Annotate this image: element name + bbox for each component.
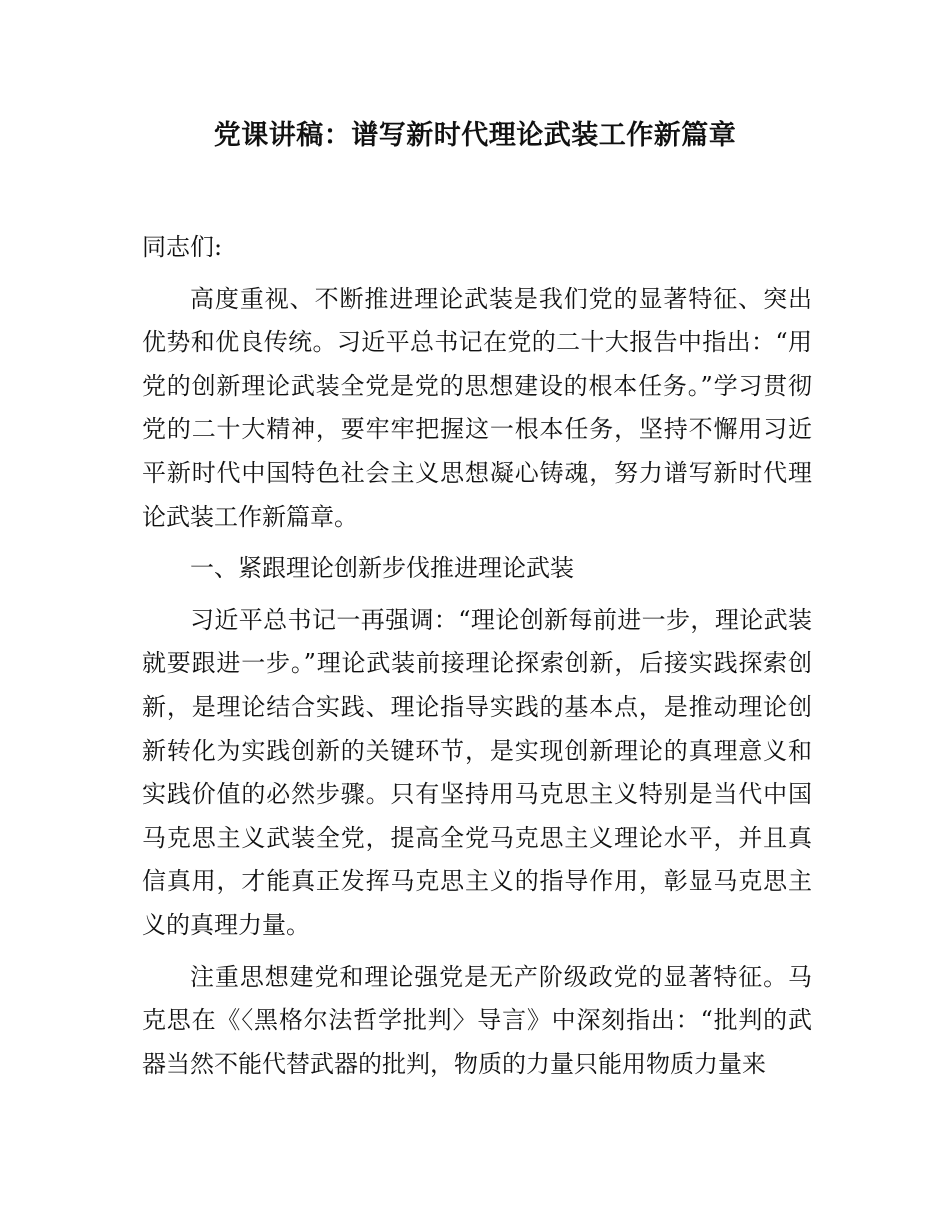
- salutation: 同志们:: [142, 233, 223, 261]
- paragraph-marx: 注重思想建党和理论强党是无产阶级政党的显著特征。马克思在《〈黑格尔法哲学批判〉导言》中深刻指出：“批判的武器当然不能代替武器的批判，物质的力量只能用物质力量来: [142, 962, 812, 1078]
- paragraph-theory: 习近平总书记一再强调：“理论创新每前进一步，理论武装就要跟进一步。”理论武装前接理论探索创新，后接实践探索创新，是理论结合实践、理论指导实践的基本点，是推动理论创新转化为实践创新的关键环节，是实现创新理论的真理意义和实践价值的必然步骤。只有坚持用马克思主义特别是当代中国马克思主义武装全党，提高全党马克思主义理论水平，并且真信真用，才能真正发挥马克思主义的指导作用，彰显马克思主义的真理力量。: [142, 605, 812, 939]
- section-heading: 一、紧跟理论创新步伐推进理论武装: [190, 554, 574, 583]
- paragraph-intro: 高度重视、不断推进理论武装是我们党的显著特征、突出优势和优良传统。习近平总书记在党的二十大报告中指出：“用党的创新理论武装全党是党的思想建设的根本任务。”学习贯彻党的二十大精神，要牢牢把握这一根本任务，坚持不懈用习近平新时代中国特色社会主义思想凝心铸魂，努力谱写新时代理论武装工作新篇章。: [142, 284, 812, 531]
- document-body: [142, 226, 812, 1094]
- document-title: 党课讲稿：谱写新时代理论武装工作新篇章: [213, 120, 737, 151]
